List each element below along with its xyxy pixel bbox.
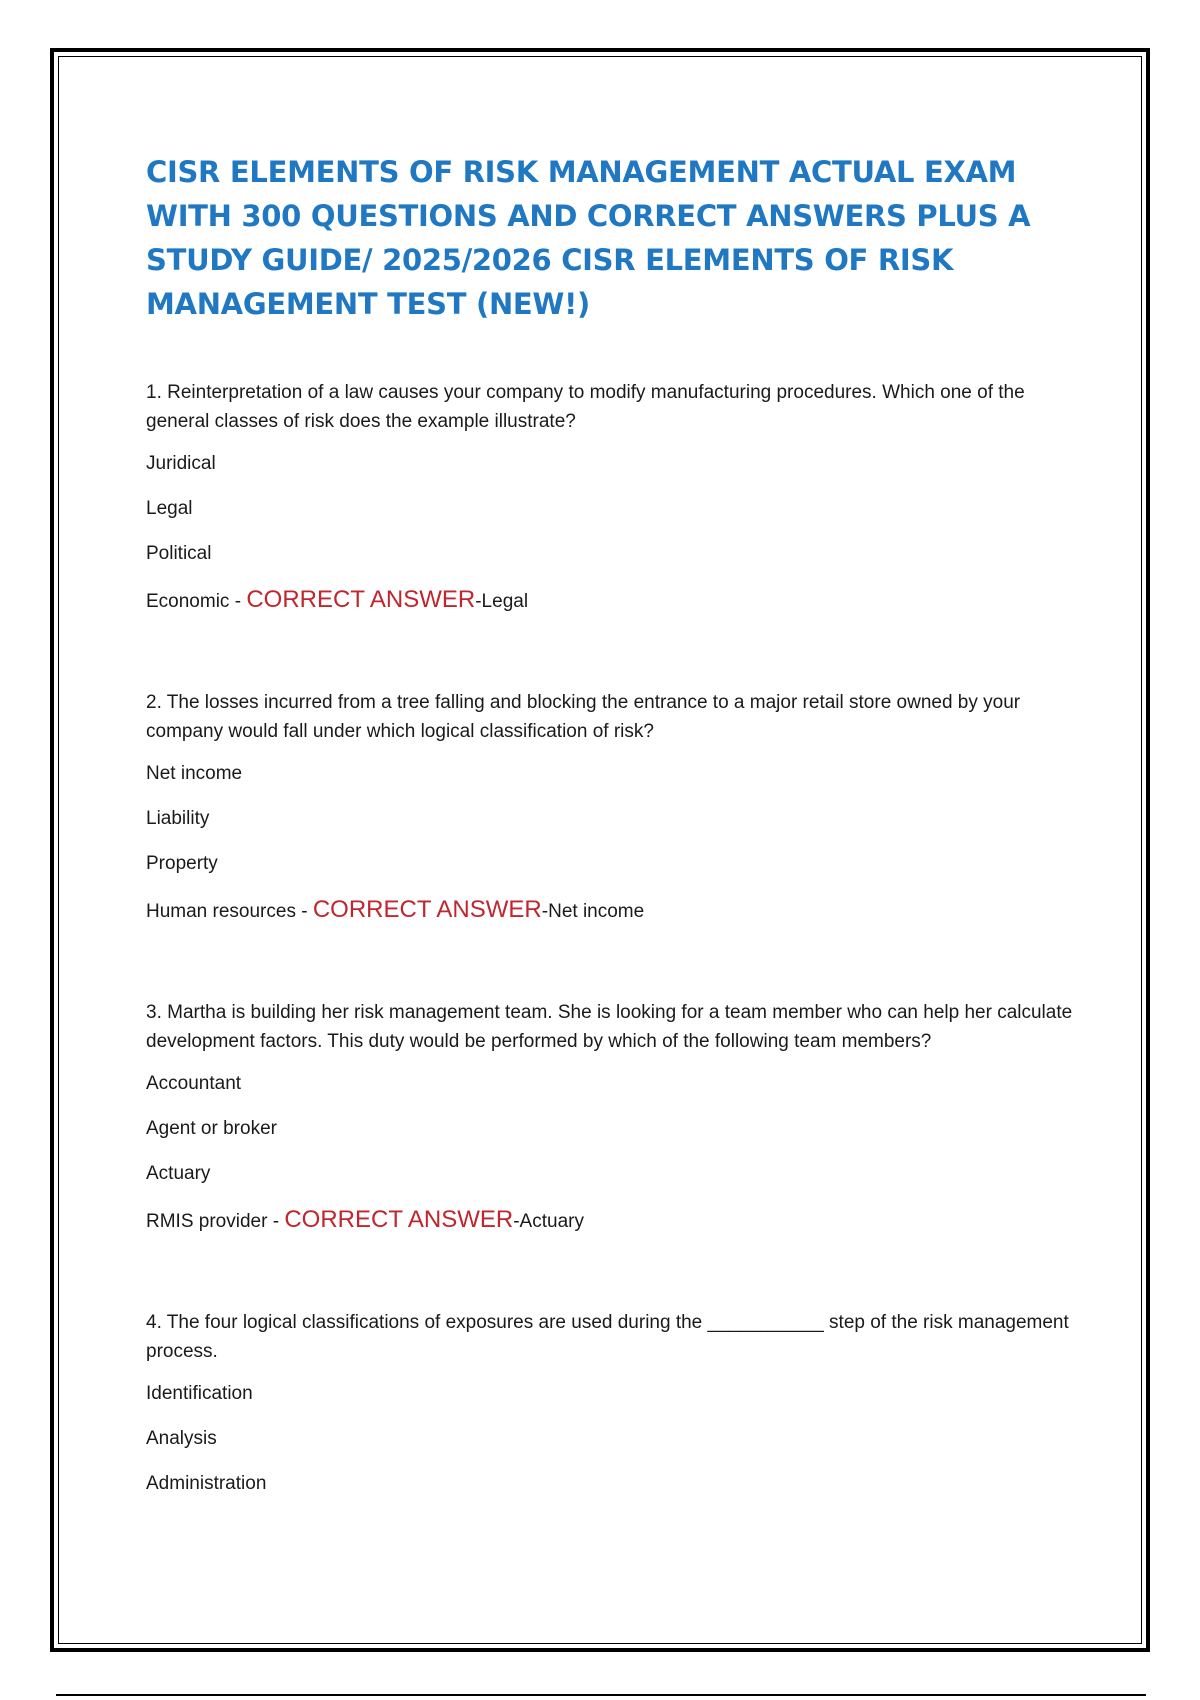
answer-option: Accountant bbox=[146, 1073, 242, 1094]
correct-answer-value: -Net income bbox=[541, 901, 645, 922]
question-text: 2. The losses incurred from a tree falling and blocking the entrance to a major retail store owned by your company would fall under which logical classification of risk? bbox=[146, 692, 1021, 742]
answer-option: Property bbox=[146, 853, 218, 874]
answer-option: Legal bbox=[146, 498, 193, 519]
question-3 bbox=[146, 998, 1076, 1238]
answer-line bbox=[146, 894, 1076, 928]
document-title: CISR ELEMENTS OF RISK MANAGEMENT ACTUAL EXAM WITH 300 QUESTIONS AND CORRECT ANSWERS PLUS A STUDY GUIDE/ 2025/2026 CISR ELEMENTS OF RISK MANAGEMENT TEST (NEW!) bbox=[146, 155, 1031, 321]
answer-option: Administration bbox=[146, 1473, 267, 1494]
document-body bbox=[146, 150, 1076, 1568]
question-text: 3. Martha is building her risk management team. She is looking for a team member who can help her calculate development factors. This duty would be performed by which of the following team members? bbox=[146, 1002, 1073, 1052]
answer-option: Actuary bbox=[146, 1163, 211, 1184]
answer-option: Identification bbox=[146, 1383, 253, 1404]
answer-option: Agent or broker bbox=[146, 1118, 277, 1139]
answer-option: Human resources - bbox=[146, 901, 313, 922]
answer-option: Juridical bbox=[146, 453, 216, 474]
question-4 bbox=[146, 1308, 1076, 1498]
correct-answer-label: CORRECT ANSWER bbox=[312, 896, 542, 923]
answer-line bbox=[146, 1204, 1076, 1238]
answer-option: Analysis bbox=[146, 1428, 217, 1449]
correct-answer-label: CORRECT ANSWER bbox=[284, 1206, 514, 1233]
answer-option: Political bbox=[146, 543, 212, 564]
answer-option: Liability bbox=[146, 808, 210, 829]
correct-answer-value: -Actuary bbox=[513, 1211, 584, 1232]
question-2 bbox=[146, 688, 1076, 928]
question-text: 1. Reinterpretation of a law causes your company to modify manufacturing procedures. Which one of the general classes of risk does the example illustrate? bbox=[146, 382, 1025, 432]
answer-line bbox=[146, 584, 1076, 618]
answer-option: Economic - bbox=[146, 591, 247, 612]
answer-option: Net income bbox=[146, 763, 243, 784]
correct-answer-value: -Legal bbox=[475, 591, 529, 612]
correct-answer-label: CORRECT ANSWER bbox=[246, 586, 476, 613]
answer-option: RMIS provider - bbox=[146, 1211, 285, 1232]
bottom-rule bbox=[56, 1694, 1146, 1696]
question-1 bbox=[146, 378, 1076, 618]
question-text: 4. The four logical classifications of exposures are used during the ___________ step of the risk management process. bbox=[146, 1312, 1069, 1362]
